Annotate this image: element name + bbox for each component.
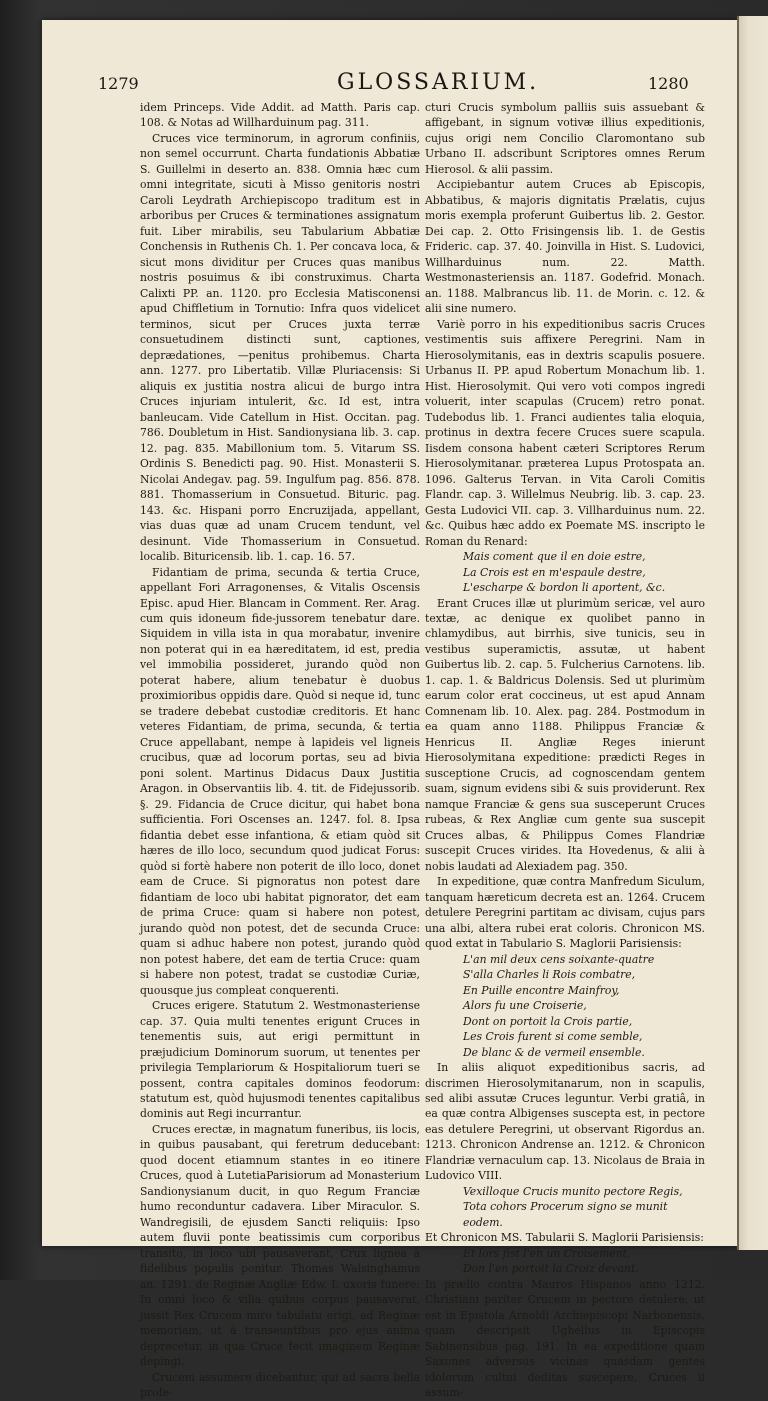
verse-line: L'an mil deux cens soixante-quatre [463,952,655,966]
running-title: GLOSSARIUM. [337,70,540,95]
paragraph: Fidantiam de prima, secunda & tertia Cruce, appellant Fori Arragonenses, & Vitalis Oscensis Episc. apud Hier. Blancam in Comment. Rer. Arag. cum quis idoneum fide-jussorem tenebatur dare. Siquidem in villa ista in qua morabatur, invenire non poterat qui in ea hæreditatem, id est, predia vel immobilia possideret, jurando quòd non poterat habere, alium tenebatur è duobus proximioribus oppidis dare. Quòd si neque id, tunc se tradere debebat custodiæ creditoris. Et hanc veteres Fidantiam, de prima, secunda, & tertia Cruce appellabant, nempe à lapideis vel ligneis crucibus, quæ ad locorum portas, seu ad bivia poni solent. Martinus Didacus Daux Justitia Aragon. in Observantiis lib. 4. tit. de Fidejussorib. §. 29. Fidancia de Cruce dicitur, qui habet bona sufficientia. Fori Oscenses an. 1247. fol. 8. Ipsa fidantia debet esse infantiona, & etiam quòd sit hæres de illo loco, secundum quod judicat Forus: quòd si fortè habere non poterit de illo loco, donet eam de Cruce. Si pignoratus non potest dare fidantiam de loco ubi habitat pignorator, det eam de prima Cruce: quam si habere non potest, jurando quòd non potest, det de secunda Cruce: quam si adhuc habere non potest, jurando quòd non potest habere, det eam de tertia Cruce: quam si habere non potest, tradat se custodiæ Curiæ, quousque jus compleat conquerenti. [140,565,420,997]
paragraph: In expeditione, quæ contra Manfredum Siculum, tanquam hæreticum decreta est an. 1264. Crucem detulere Peregrini partitam ac divisam, cujus pars una albi, altera rubei erat coloris. Chronicon MS. quod extat in Tabulario S. Maglorii Parisiensis: [425,875,705,951]
paragraph: cturi Crucis symbolum palliis suis assuebant & affigebant, in signum votivæ illius expeditionis, cujus origi nem Concilio Claromontano sub Urbano II. adscribunt Scriptores omnes Rerum Hierosol. & alii passim. [425,101,705,176]
verse-line: Don l'en portoit la Croiz devant. [463,1262,639,1276]
page-number-left: 1279 [98,74,139,93]
paragraph: Erant Cruces illæ ut plurimùm sericæ, vel auro textæ, ac denique ex quolibet panno in chlamydibus, aut birrhis, sive tunicis, seu in vestibus superamictis, assutæ, ut habent Guibertus lib. 2. cap. 5. Fulcherius Carnotens. lib. 1. cap. 1. & Baldricus Dolensis. Sed ut plurimùm earum color erat coccineus, ut est apud Annam Comnenam lib. 10. Alex. pag. 284. Postmodum in ea quam anno 1188. Philippus Franciæ & Henricus II. Angliæ Reges inierunt Hierosolymitana expeditione: prædicti Reges in susceptione Crucis, ad cognoscendam gentem suam, signum evidens sibi & suis providerunt. Rex namque Franciæ & gens sua susceperunt Cruces rubeas, & Rex Angliæ cum gente sua suscepit Cruces albas, & Philippus Comes Flandriæ suscepit Cruces virides. Ita Hovedenus, & alii à nobis laudati ad Alexiadem pag. 350. [425,596,705,873]
verse-line: Alors fu une Croiserie, [463,999,587,1013]
page-number-right: 1280 [648,74,689,93]
verse-line: De blanc & de vermeil ensemble. [463,1045,645,1059]
verse-line: Tota cohors Procerum signo se munit eodem. [463,1200,668,1229]
page-header [0,50,768,95]
verse-line: En Puille encontre Mainfroy, [463,983,620,997]
paragraph: Cruces vice terminorum, in agrorum confiniis, non semel occurrunt. Charta fundationis Abbatiæ S. Guillelmi in deserto an. 838. Omnia hæc cum omni integritate, sicuti à Misso genitoris nostri Caroli Leydrath Archiepiscopo traditum est in arboribus per Cruces & terminationes assignatum fuit. Liber mirabilis, seu Tabularium Abbatiæ Conchensis in Ruthenis Ch. 1. Per concava loca, & sicut mons dividitur per Cruces quas manibus nostris posuimus & ibi construximus. Charta Calixti PP. an. 1120. pro Ecclesia Matisconensi apud Chiffletium in Tornutio: Infra quos videlicet terminos, sicut per Cruces juxta terræ consuetudinem distincti sunt, captiones, deprædationes, —penitus prohibemus. Charta ann. 1277. pro Libertatib. Villæ Pluriacensis: Si aliquis ex justitia nostra alicui de burgo intra Cruces injuriam intulerit, &c. Id est, intra banleucam. Vide Catellum in Hist. Occitan. pag. 786. Doubletum in Hist. Sandionysiana lib. 3. cap. 12. pag. 835. Mabillonium tom. 5. Vitarum SS. Ordinis S. Benedicti pag. 90. Hist. Monasterii S. Nicolai Andegav. pag. 59. Ingulfum pag. 856. 878. 881. Thomasserium in Consuetud. Bituric. pag. 143. &c. Hispani porro Encruzijada, appellant, vias duas quæ ad unam Crucem tendunt, vel desinunt. Vide Thomasserium in Consuetud. localib. Bituricensib. lib. 1. cap. 16. 57. [140,131,420,564]
verse-line: L'escharpe & bordon li aportent, &c. [463,581,666,595]
paragraph: Variè porro in his expeditionibus sacris Cruces vestimentis suis affixere Peregrini. Nam in Hierosolymitanis, eas in dextris scapulis posuere. Urbanus II. PP. apud Robertum Monachum lib. 1. Hist. Hierosolymit. Qui vero voti compos ingredi voluerit, inter scapulas (Crucem) retro ponat. Tudebodus lib. 1. Franci audientes talia eloquia, protinus in dextra fecere Cruces suere scapula. Iisdem consona habent cæteri Scriptores Rerum Hierosolymitanar. præterea Lupus Protospata an. 1096. Galterus Tervan. in Vita Caroli Comitis Flandr. cap. 3. Willelmus Neubrig. lib. 3. cap. 23. Gesta Ludovici VII. cap. 3. Villharduinus num. 22. &c. Quibus hæc addo ex Poemate MS. inscripto le Roman du Renard: [425,317,705,548]
verse-line: S'alla Charles li Rois combatre, [463,968,636,982]
verse-line: Vexilloque Crucis munito pectore Regis, [463,1184,683,1198]
verse-line: La Crois est en m'espaule destre, [463,565,646,579]
paragraph: In prælio contra Mauros Hispanos anno 1212. Christiani pariter Crucem in pectore detulere, ut est in Epistola Arnoldi Archiepiscopi Narbonensis, quam descripsit Ughellus in Episcopis Sabinensibus pag. 191. In ea expeditione quam Saxones adversus vicinas quasdam gentes idolorum cultui deditas suscepere, Cruces ii assum- [425,1277,705,1400]
verse-line: Dont on portoit la Crois partie, [463,1014,633,1028]
paragraph: Crucem assumere dicebantur, qui ad sacra bella profe- [140,1370,420,1400]
verse-line: Mais coment que il en doie estre, [463,550,646,564]
paragraph: Et Chronicon MS. Tabularii S. Maglorii Parisiensis: [425,1231,704,1245]
paragraph: In aliis aliquot expeditionibus sacris, ad discrimen Hierosolymitanarum, non in scapulis, sed alibi assutæ Cruces leguntur. Verbi gratiâ, in ea quæ contra Albigenses suscepta est, in pectore eas detulere Peregrini, ut observant Rigordus an. 1213. Chronicon Andrense an. 1212. & Chronicon Flandriæ vernaculum cap. 13. Nicolaus de Braia in Ludovico VIII. [425,1061,705,1183]
next-page-edge [737,16,768,1250]
verse-line: Et lors fist l'en un Croisement, [463,1246,631,1260]
verse-line: Les Crois furent si come semble, [463,1030,643,1044]
paragraph: idem Princeps. Vide Addit. ad Matth. Paris cap. 108. & Notas ad Willharduinum pag. 311. [140,101,420,130]
left-column [140,100,420,1400]
paragraph: Accipiebantur autem Cruces ab Episcopis, Abbatibus, & majoris dignitatis Prælatis, cujus moris exempla proferunt Guibertus lib. 2. Gestor. Dei cap. 2. Otto Frisingensis lib. 1. de Gestis Frideric. cap. 37. 40. Joinvilla in Hist. S. Ludovici, Willharduinus num. 22. Matth. Westmonasteriensis an. 1187. Godefrid. Monach. an. 1188. Malbrancus lib. 11. de Morin. c. 12. & alii sine numero. [425,178,705,316]
paragraph: Cruces erigere. Statutum 2. Westmonasteriense cap. 37. Quia multi tenentes erigunt Cruces in tenementis suis, aut erigi permittunt in præjudicium Dominorum suorum, ut tenentes per privilegia Templariorum & Hospitaliorum tueri se possent, contra capitales dominos feodorum: statutum est, quòd hujusmodi tenentes capitalibus dominis aut Regi incurrantur. [140,999,420,1121]
right-column [425,100,705,1400]
paragraph: Cruces erectæ, in magnatum funeribus, iis locis, in quibus pausabant, qui feretrum deducebant: quod docent etiamnum stantes in eo itinere Cruces, quod à LutetiaParisiorum ad Monasterium Sandionysianum ducit, in quo Regum Franciæ humo reconduntur cadavera. Liber Miraculor. S. Wandregisili, de ejusdem Sancti reliquiis: Ipso autem fluvii ponte beatissimis cum corporibus transito, in loco ubi pausaverant, Crux lignea à fidelibus populis ponitur. Thomas Walsinghamus an. 1291. de Reginæ Angliæ Edw. I. uxoris funere: In omni loco & villa quibus corpus pausaverat, jussit Rex Crucem miro tabulatu erigi, ad Reginæ memoriam, ut à transeuntibus pro ejus anima deprecetur, in qua Cruce fecit imaginem Reginæ depingi. [140,1122,420,1369]
